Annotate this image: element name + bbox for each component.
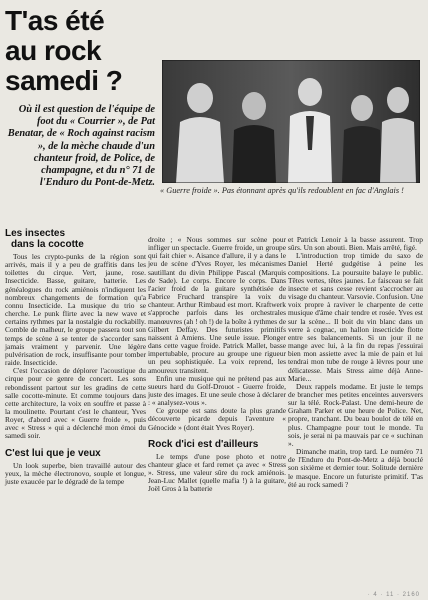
paragraph: Enfin une musique qui ne prétend pas aux sueurs hard du Golf-Drouot - Guerre froide, juste des images. Et une seule chose à déclarer : « analysez-vous ». — [148, 373, 286, 408]
band-photo — [162, 60, 420, 183]
subheading-insectes-line-1: Les insectes — [5, 228, 66, 239]
subheading-insectes — [5, 228, 146, 250]
article-column-2 — [148, 236, 286, 494]
paragraph: Tous les crypto-punks de la région sont arrivés, mais il y a peu de graffitis dans les toilettes du cirque. Vert, jaune, rose. Insecticide. Basse, guitare, batterie. Les généalogues du rock amiénois n'indiquent les nombreux changements de formation qu'a connu Insecticide. La musique du trio se cherche. Le punk flirte avec la new wave et certains rythmes par la nostalgie du rockabilly. Comble de malheur, le groupe passera tout son temps de scène à se tenter de s'accorder sans jamais vraiment y parvenir. Une légère pulvérisation de rock, insuffisante pour tomber raide. Insecticide. — [5, 252, 146, 368]
paragraph: Deux rappels modame. Et juste le temps de brancher mes petites enceintes auversvers sur la télé. Rock-Palast. Une demi-heure de Graham Parker et une heure de Police. Net, propre, tranchant. Du beau boulot de télé en plus. Champagne pour tout le monde. Tu sois, je serai ni pa mauvais par ce « suchinan ». — [288, 381, 423, 448]
subheading-rock-dici: Rock d'ici est d'ailleurs — [148, 438, 259, 450]
paragraph: Ce groupe est sans doute la plus grande découverte picarde depuis l'aventure « Génocide » (dont était Yves Royer). — [148, 406, 286, 432]
paragraph: Le temps d'une pose photo et notre chanteur glace et fard remet ça avec « Stress ». Stress, une valeur sûre du rock amiénois. Jean-Luc Mallet (quelle mafia !) à la guitare, Joël Gros à la batterie — [148, 451, 286, 494]
subheading-insectes-line-2: dans la cocotte — [11, 239, 84, 250]
archive-stamp: · 4 · 11 · 2160 — [367, 592, 420, 598]
headline-line-3: samedi ? — [5, 65, 123, 96]
paragraph: C'est l'occasion de déplorer l'acoustique du cirque pour ce genre de concert. Les sons rebondissent partout sur les gradins de cette salle cocotte-minute. Et comme toujours dans cette architecture, la voix en souffre et passe à la moulinette. Pourtant c'est le chanteur, Yves Royer, d'abord avec « Guerre froide », puis avec « Stress » qui a déclenché mon émoi du samedi soir. — [5, 366, 146, 441]
article-lede: Où il est question de l'équipe de foot du « Courrier », de Pat Benatar, de « Roch against racism », de la mèche chaude d'un chanteur froid, de Police, de champagne, et du n° 71 de l'Enduro du Pont-de-Metz. — [7, 104, 155, 189]
paragraph: et Patrick Lenoir à la basse assurent. Trop sûrs. Un son abouti. Bien. Mais arrêté, figé. — [288, 235, 423, 253]
headline-line-2: au rock — [5, 35, 102, 66]
band-photo-icon — [162, 60, 420, 183]
photo-caption: « Guerre froide ». Pas étonnant après qu'ils redoublent en fac d'Anglais ! — [160, 186, 404, 195]
paragraph: Un look superbe, bien travaillé autour des yeux, la mèche électronovo, souple et longue, juste exaucée par le dégradé de la tempe — [5, 460, 146, 486]
paragraph: L'introduction trop timide du saxo de Daniel Herté gudgétise à peine les compositions. La poursuite balaye le public. Têtes vertes, têtes jaunes. Le faisceau se fait insecte et sans cesse revient s'accrocher au visage du chanteur. Varsovie. Confusion. Une voix propre à raviver le charpente de cette musique d'âme chair tendre et rosée. Yves est sur la scène... Il boit du vin blanc dans un verre à cognac, un hallon insecticide flotte entre ses balancements. Si un jour il ne mange avec lui, à la fin du repas j'essuirai bien mon assiette avec la mie de pain et lui tendrai mon tube de rouge à lèvres pour une délicatesse. Mais Stress aime déjà Anne-Marie... — [288, 251, 423, 383]
article-column-3 — [288, 236, 423, 489]
paragraph: droite ; « Nous sommes sur scène pour infliger un spectacle. Guerre froide, un groupe qui fait chier ». Aisance d'allure, il y a dans le jeu de scène d'Yves Royer, les mécanismes sautillant du divin Philippe Pascal (Marquis de Sade). Le corps. Encore le corps. Dans l'acier froid de la guitare synthétisée de Fabrice Fruchard transpire la voix du chanteur. Arthur Rimbaud est mort. Kraftwerk s'approche parfois dans les orchestrales manœuvres (ah ! oh !) de la boîte à rythmes de Gilbert Deffay. Des futuristes primitifs naissent à Amiens. Une seule issue. Plonger dans cette vague froide. Patrick Mallet, basse impertubable, procure au groupe une rigueur un peu sophistiquée. La voix reprend, les amoureux transitent. — [148, 235, 286, 375]
article-column-1 — [5, 228, 146, 486]
article-headline — [5, 6, 155, 96]
paragraph: Dimanche matin, trop tard. Le numéro 71 de l'Enduro du Pont-de-Metz a déjà bouclé son sixième et dernier tour. Solitude dernière le masque. Encore un futuriste primitif. T'as été au rock samedi ? — [288, 447, 423, 489]
headline-line-1: T'as été — [5, 5, 105, 36]
subheading-cest-lui: C'est lui que je veux — [5, 447, 101, 459]
